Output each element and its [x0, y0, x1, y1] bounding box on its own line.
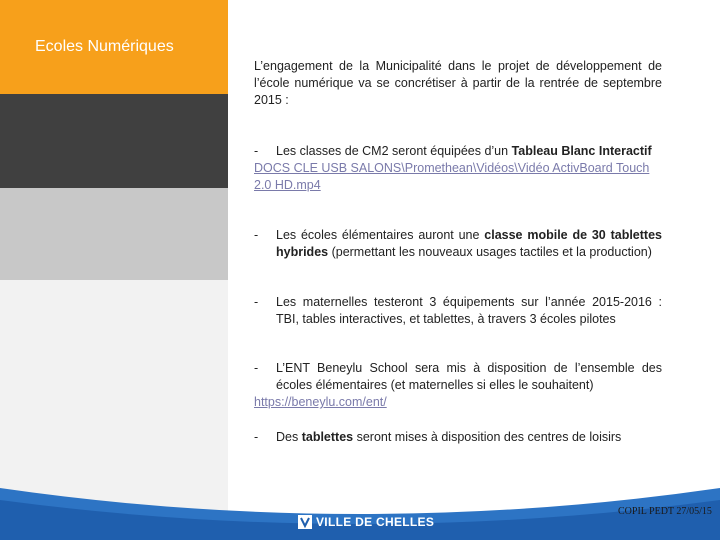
- video-link[interactable]: DOCS CLE USB SALONS\Promethean\Vidéos\Vidéo ActivBoard Touch 2.0 HD.mp4: [254, 161, 650, 192]
- ent-link[interactable]: https://beneylu.com/ent/: [254, 395, 387, 409]
- sidebar: [0, 0, 228, 540]
- bullet-dash: -: [254, 361, 259, 375]
- list-item: - L’ENT Beneylu School sera mis à disposition de l’ensemble des écoles élémentaires (et maternelles si elles le souhaitent) https://beneylu.com/ent/: [254, 361, 662, 409]
- bullet-dash: -: [254, 228, 259, 242]
- bullet-dash: -: [254, 430, 259, 444]
- list-item: - Les maternelles testeront 3 équipements sur l’année 2015-2016 : TBI, tables interactives, et tablettes, à travers 3 écoles pilotes: [254, 295, 662, 326]
- section-title: Ecoles Numériques: [35, 38, 174, 55]
- footer-note: COPIL PEDT 27/05/15: [618, 506, 712, 517]
- logo-text: VILLE DE CHELLES: [316, 515, 435, 529]
- list-item: - Les écoles élémentaires auront une classe mobile de 30 tablettes hybrides (permettant les nouveaux usages tactiles et la production): [254, 228, 662, 259]
- city-emblem-icon: [298, 515, 312, 529]
- bullet-dash: -: [254, 295, 259, 309]
- list-item: - Des tablettes seront mises à disposition des centres de loisirs: [254, 430, 622, 444]
- footer-wave: [0, 470, 720, 540]
- sidebar-grey-block: [0, 188, 228, 280]
- list-item: - Les classes de CM2 seront équipées d’un Tableau Blanc Interactif DOCS CLE USB SALONS\Promethean\Vidéos\Vidéo ActivBoard Touch 2.0 HD.mp4: [254, 143, 662, 194]
- city-logo: [298, 515, 434, 529]
- intro-paragraph: L’engagement de la Municipalité dans le projet de développement de l’école numérique va se concrétiser à partir de la rentrée de septembre 2015 :: [254, 59, 662, 107]
- sidebar-orange-block: [0, 0, 228, 94]
- sidebar-dark-block: [0, 94, 228, 188]
- bullet-dash: -: [254, 144, 259, 158]
